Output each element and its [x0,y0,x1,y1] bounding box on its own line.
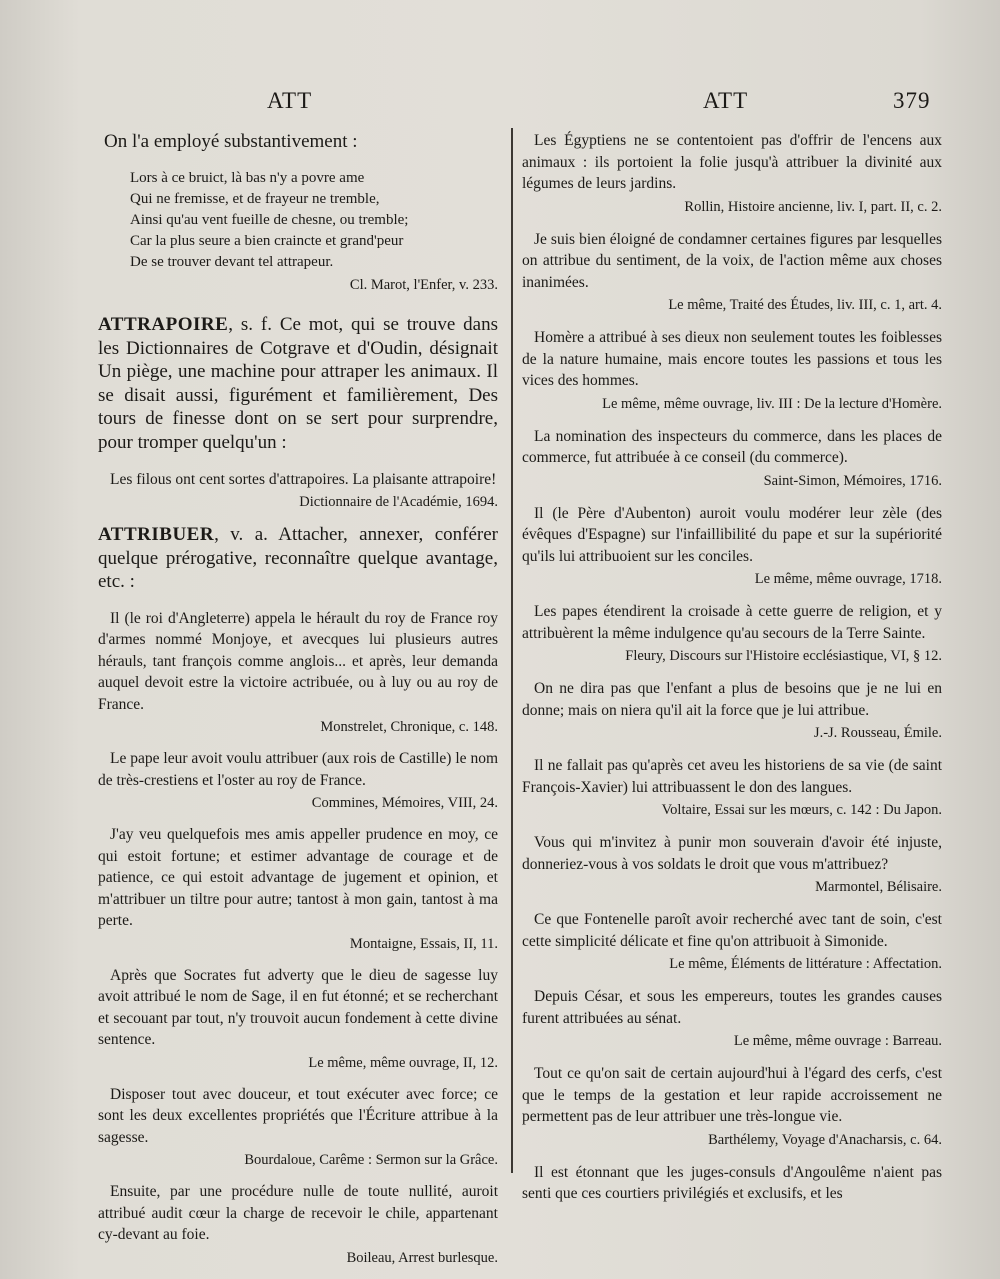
verse-line: Lors à ce bruict, là bas n'y a povre ame [130,170,365,186]
verse-line: Ainsi qu'au vent fueille de chesne, ou tremble; [130,212,409,228]
quote-text: Homère a attribué à ses dieux non seulement toutes les foiblesses de la nature humaine, mais encore toutes les passions et tous les vices des hommes. [522,329,942,389]
headword: ATTRIBUER [98,524,215,546]
citation: Monstrelet, Chronique, c. 148. [320,719,498,736]
citation: Le même, même ouvrage : Barreau. [733,1033,942,1049]
quote-block [522,755,942,820]
quote-text: Disposer tout avec douceur, et tout exécuter avec force; ce sont les deux excellentes propriétés que l'Écriture attribue à la sagesse. [98,1085,498,1146]
quote-block [522,832,942,897]
citation: Le même, même ouvrage, liv. III : De la lecture d'Homère. [602,395,942,412]
quote-block [98,824,498,954]
intro-line: On l'a employé substantivement : [104,131,358,152]
quote-text: Je suis bien éloigné de condamner certaines figures par lesquelles on attribue du sentiment, de la voix, de l'action même aux choses inanimées. [522,230,942,291]
quote-text: Il (le Père d'Aubenton) auroit voulu modérer leur zèle (des évêques d'Espagne) sur l'infaillibilité du pape et sur la supériorité qu'ils lui attribuoient sur les conciles. [522,504,942,565]
headword: ATTRAPOIRE [98,314,229,335]
citation: Bourdaloue, Carême : Sermon sur la Grâce. [244,1152,498,1169]
citation: Boileau, Arrest burlesque. [346,1249,498,1266]
quote-text: Les papes étendirent la croisade à cette guerre de religion, et y attribuèrent la même indulgence qu'au secours de la Terre Sainte. [522,603,942,642]
quote-block [522,130,942,217]
quote-text: La nomination des inspecteurs du commerce, dans les places de commerce, fut attribuée à ce conseil (du commerce). [522,427,942,466]
citation: Le même, même ouvrage, II, 12. [308,1054,498,1071]
citation: Le même, Traité des Études, liv. III, c. 1, art. 4. [668,297,942,313]
quote-text: Il ne fallait pas qu'après cet aveu les historiens de sa vie (de saint François-Xavier) lui attribuassent le don des langues. [522,757,942,796]
quote-text: Ce que Fontenelle paroît avoir recherché avec tant de soin, c'est cette simplicité délicate et fine qu'on attribuoit à Simonide. [522,911,942,950]
page-number: 379 [893,88,931,113]
quote-block [522,1063,942,1150]
quote-block [98,748,498,813]
quote-block [522,678,942,743]
quote-text: Ensuite, par une procédure nulle de toute nullité, auroit attribué audit cœur la charge de recevoir le chile, appartenant cy-devant au foie. [98,1183,498,1244]
left-running-head: ATT [267,88,313,113]
citation: Fleury, Discours sur l'Histoire ecclésiastique, VI, § 12. [625,648,942,664]
quote-block [98,469,498,513]
quote-text: Il (le roi d'Angleterre) appela le hérault du roy de France roy d'armes nommé Monjoye, et avecques lui plusieurs autres hérauls, tant françois comme anglois... et après, leur demanda auquel devoit estre la victoire actribuée, ou à luy ou au roy de France. [98,609,498,713]
quote-block [522,426,942,491]
quote-block [98,965,498,1073]
quote-text: Tout ce qu'on sait de certain aujourd'hui à l'égard des cerfs, c'est que le temps de la gestation et leur rapide accroissement ne permettent pas de leur attribuer une très-longue vie. [522,1065,942,1125]
quote-block [522,909,942,974]
quote-block [522,229,942,316]
verse-line: Qui ne fremisse, et de frayeur ne tremble, [130,191,380,207]
citation: Cl. Marot, l'Enfer, v. 233. [349,277,498,293]
definition: , s. f. Ce mot, qui se trouve dans les Dictionnaires de Cotgrave et d'Oudin, désignait Un piège, une machine pour attraper les animaux. Il se disait aussi, figurément et familièrement, Des tours de finesse dont on se sert pour surprendre, pour tromper quelqu'un : [98,314,498,453]
citation: Marmontel, Bélisaire. [815,879,942,895]
right-running-head: ATT [703,88,749,113]
quote-text: Il est étonnant que les juges-consuls d'Angoulême n'aient pas senti que ces courtiers privilégiés et exclusifs, et les [522,1163,942,1202]
verse-line: Car la plus seure a bien craincte et grand'peur [130,233,404,249]
verse-line: De se trouver devant tel attrapeur. [130,254,334,270]
definition: , v. a. Attacher, annexer, conférer quelque prérogative, reconnaître quelque avantage, etc. : [98,524,498,593]
quote-text: Les filous ont cent sortes d'attrapoires. La plaisante attrapoire! [110,470,497,488]
citation: Le même, même ouvrage, 1718. [754,571,942,587]
citation: Montaigne, Essais, II, 11. [349,935,498,952]
citation: Rollin, Histoire ancienne, liv. I, part. II, c. 2. [684,198,942,215]
citation: Le même, Éléments de littérature : Affectation. [669,956,942,972]
verse-quote [130,168,498,273]
column-divider [511,128,513,1173]
quote-block [522,986,942,1051]
quote-text: On ne dira pas que l'enfant a plus de besoins que je ne lui en donne; mais on niera qu'il ait la force que je lui attribue. [522,680,942,719]
entry-attrapoire [98,313,498,455]
quote-text: J'ay veu quelquefois mes amis appeller prudence en moy, ce qui estoit fortune; et estimer advantage de courage et de patience, ce qui estoit advantage de jugement et opinion, et m'attribuer un tiltre pour autre; tantost à mon gain, tantost à ma perte. [98,826,498,930]
quote-block [98,1084,498,1171]
citation: Commines, Mémoires, VIII, 24. [311,795,498,812]
quote-block [98,1181,498,1268]
right-column [522,130,942,1217]
quote-text: Depuis César, et sous les empereurs, toutes les grandes causes furent attribuées au sénat. [522,988,942,1027]
entry-attribuer [98,523,498,594]
citation: J.-J. Rousseau, Émile. [813,725,942,741]
citation: Saint-Simon, Mémoires, 1716. [763,472,942,489]
quote-block [522,601,942,666]
quote-block [522,503,942,590]
quote-block [522,1162,942,1205]
running-header [0,88,1000,118]
citation: Barthélemy, Voyage d'Anacharsis, c. 64. [708,1131,942,1148]
citation: Dictionnaire de l'Académie, 1694. [299,494,498,511]
left-column [98,130,498,1279]
quote-block [98,608,498,738]
quote-text: Le pape leur avoit voulu attribuer (aux rois de Castille) le nom de très-crestiens et l'oster au roy de France. [98,750,498,789]
citation: Voltaire, Essai sur les mœurs, c. 142 : Du Japon. [661,802,942,818]
quote-text: Les Égyptiens ne se contentoient pas d'offrir de l'encens aux animaux : ils portoient la folie jusqu'à attribuer la divinité aux légumes de leurs jardins. [522,132,942,192]
quote-text: Vous qui m'invitez à punir mon souverain d'avoir été injuste, donneriez-vous à vos soldats le droit que vous m'attribuez? [522,834,942,873]
quote-text: Après que Socrates fut adverty que le dieu de sagesse luy avoit attribué le nom de Sage, il en fut étonné; et se recherchant et secouant par tout, n'y trouvoit aucun fondement à cette divine sentence. [98,966,498,1049]
quote-block [522,327,942,414]
